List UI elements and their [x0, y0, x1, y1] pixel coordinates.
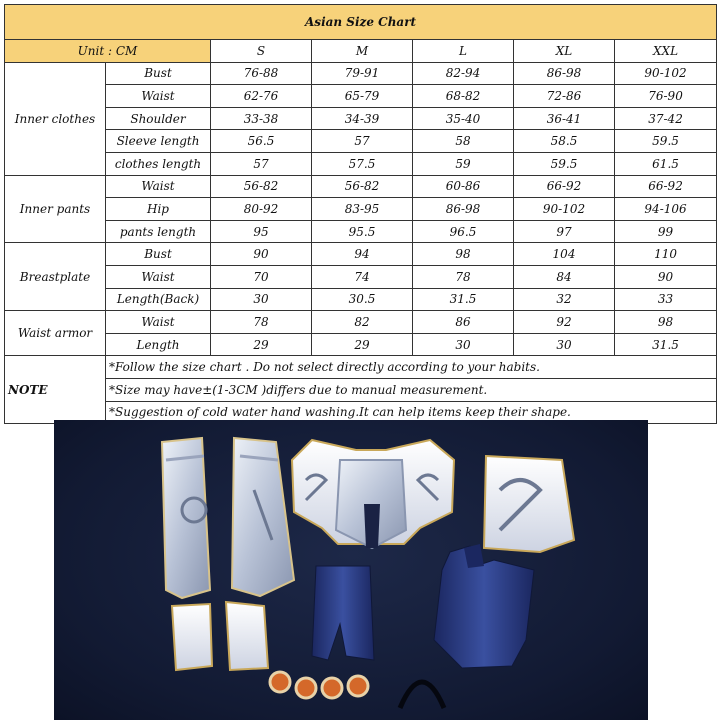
measure-value: 61.5 — [615, 152, 717, 175]
measure-row-inner-clothes-sleeve-length — [5, 130, 717, 153]
measure-value: 74 — [312, 265, 413, 288]
measure-value: 94 — [312, 243, 413, 266]
measure-value: 96.5 — [413, 220, 514, 243]
measure-value: 68-82 — [413, 85, 514, 108]
measure-label: Bust — [106, 243, 211, 266]
measure-value: 65-79 — [312, 85, 413, 108]
measure-label: Waist — [106, 175, 211, 198]
measure-row-inner-pants-waist — [5, 175, 717, 198]
title-row — [5, 5, 717, 40]
inner-pants — [312, 566, 374, 660]
size-header-l: L — [413, 40, 514, 63]
measure-row-inner-clothes-shoulder — [5, 107, 717, 130]
measure-row-inner-clothes-bust — [5, 62, 717, 85]
measure-value: 32 — [514, 288, 615, 311]
measure-label: Length — [106, 333, 211, 356]
breastplate — [292, 440, 454, 548]
note-label: NOTE — [5, 356, 106, 424]
measure-value: 30 — [514, 333, 615, 356]
measure-value: 62-76 — [211, 85, 312, 108]
measure-value: 104 — [514, 243, 615, 266]
measure-value: 66-92 — [514, 175, 615, 198]
measure-value: 72-86 — [514, 85, 615, 108]
measure-value: 94-106 — [615, 198, 717, 221]
measure-value: 78 — [413, 265, 514, 288]
measure-value: 95.5 — [312, 220, 413, 243]
note-text: *Follow the size chart . Do not select directly according to your habits. — [106, 356, 717, 379]
measure-value: 82 — [312, 311, 413, 334]
size-header-m: M — [312, 40, 413, 63]
measure-value: 34-39 — [312, 107, 413, 130]
measure-row-waist-armor-length — [5, 333, 717, 356]
measure-label: clothes length — [106, 152, 211, 175]
measure-value: 58 — [413, 130, 514, 153]
note-text: *Suggestion of cold water hand washing.It can help items keep their shape. — [106, 401, 717, 424]
measure-value: 92 — [514, 311, 615, 334]
arm-guard-right — [232, 438, 294, 596]
measure-label: Hip — [106, 198, 211, 221]
measure-value: 76-90 — [615, 85, 717, 108]
size-header-xxl: XXL — [615, 40, 717, 63]
headband — [400, 682, 444, 708]
measure-row-waist-armor-waist — [5, 311, 717, 334]
measure-value: 82-94 — [413, 62, 514, 85]
costume-pieces-illustration — [54, 420, 648, 720]
measure-value: 31.5 — [615, 333, 717, 356]
measure-row-inner-pants-hip — [5, 198, 717, 221]
unit-label: Unit : CM — [5, 40, 211, 63]
measure-value: 86 — [413, 311, 514, 334]
measure-value: 60-86 — [413, 175, 514, 198]
measure-value: 99 — [615, 220, 717, 243]
measure-value: 98 — [615, 311, 717, 334]
measure-value: 30 — [413, 333, 514, 356]
measure-label: Waist — [106, 265, 211, 288]
group-label-waist-armor: Waist armor — [5, 311, 106, 356]
measure-value: 56-82 — [312, 175, 413, 198]
costume-photo — [54, 420, 648, 720]
measure-value: 56-82 — [211, 175, 312, 198]
measure-value: 97 — [514, 220, 615, 243]
measure-value: 90-102 — [514, 198, 615, 221]
measure-value: 79-91 — [312, 62, 413, 85]
measure-value: 30 — [211, 288, 312, 311]
measure-value: 84 — [514, 265, 615, 288]
cuff-left — [172, 604, 212, 670]
measure-label: pants length — [106, 220, 211, 243]
measure-value: 90-102 — [615, 62, 717, 85]
gem-set — [270, 672, 368, 698]
measure-value: 95 — [211, 220, 312, 243]
measure-value: 98 — [413, 243, 514, 266]
measure-value: 86-98 — [514, 62, 615, 85]
arm-guard-left — [162, 438, 210, 598]
measure-value: 90 — [211, 243, 312, 266]
measure-value: 70 — [211, 265, 312, 288]
header-row — [5, 40, 717, 63]
size-header-s: S — [211, 40, 312, 63]
note-row — [5, 356, 717, 379]
measure-row-inner-pants-pants-length — [5, 220, 717, 243]
measure-row-breastplate-length-back — [5, 288, 717, 311]
measure-value: 33-38 — [211, 107, 312, 130]
measure-value: 35-40 — [413, 107, 514, 130]
cuff-right — [226, 602, 268, 670]
size-header-xl: XL — [514, 40, 615, 63]
measure-value: 76-88 — [211, 62, 312, 85]
measure-value: 59.5 — [615, 130, 717, 153]
chart-title: Asian Size Chart — [5, 5, 717, 40]
measure-value: 36-41 — [514, 107, 615, 130]
measure-value: 29 — [312, 333, 413, 356]
note-row — [5, 378, 717, 401]
measure-label: Shoulder — [106, 107, 211, 130]
measure-label: Waist — [106, 311, 211, 334]
measure-value: 57 — [312, 130, 413, 153]
measure-value: 66-92 — [615, 175, 717, 198]
measure-value: 110 — [615, 243, 717, 266]
measure-row-inner-clothes-waist — [5, 85, 717, 108]
measure-value: 31.5 — [413, 288, 514, 311]
measure-value: 33 — [615, 288, 717, 311]
measure-value: 83-95 — [312, 198, 413, 221]
measure-label: Sleeve length — [106, 130, 211, 153]
measure-label: Waist — [106, 85, 211, 108]
measure-label: Bust — [106, 62, 211, 85]
measure-value: 59.5 — [514, 152, 615, 175]
measure-value: 78 — [211, 311, 312, 334]
measure-value: 30.5 — [312, 288, 413, 311]
measure-value: 56.5 — [211, 130, 312, 153]
measure-value: 29 — [211, 333, 312, 356]
measure-value: 57.5 — [312, 152, 413, 175]
measure-row-breastplate-waist — [5, 265, 717, 288]
waist-armor — [484, 456, 574, 552]
measure-row-breastplate-bust — [5, 243, 717, 266]
group-label-inner-clothes: Inner clothes — [5, 62, 106, 175]
measure-value: 86-98 — [413, 198, 514, 221]
measure-value: 80-92 — [211, 198, 312, 221]
group-label-breastplate: Breastplate — [5, 243, 106, 311]
measure-value: 57 — [211, 152, 312, 175]
note-text: *Size may have±(1-3CM )differs due to manual measurement. — [106, 378, 717, 401]
size-chart — [4, 4, 716, 424]
measure-value: 37-42 — [615, 107, 717, 130]
group-label-inner-pants: Inner pants — [5, 175, 106, 243]
measure-value: 59 — [413, 152, 514, 175]
inner-clothes — [434, 544, 534, 668]
measure-row-inner-clothes-clothes-length — [5, 152, 717, 175]
size-table — [4, 4, 717, 424]
measure-value: 90 — [615, 265, 717, 288]
measure-label: Length(Back) — [106, 288, 211, 311]
measure-value: 58.5 — [514, 130, 615, 153]
